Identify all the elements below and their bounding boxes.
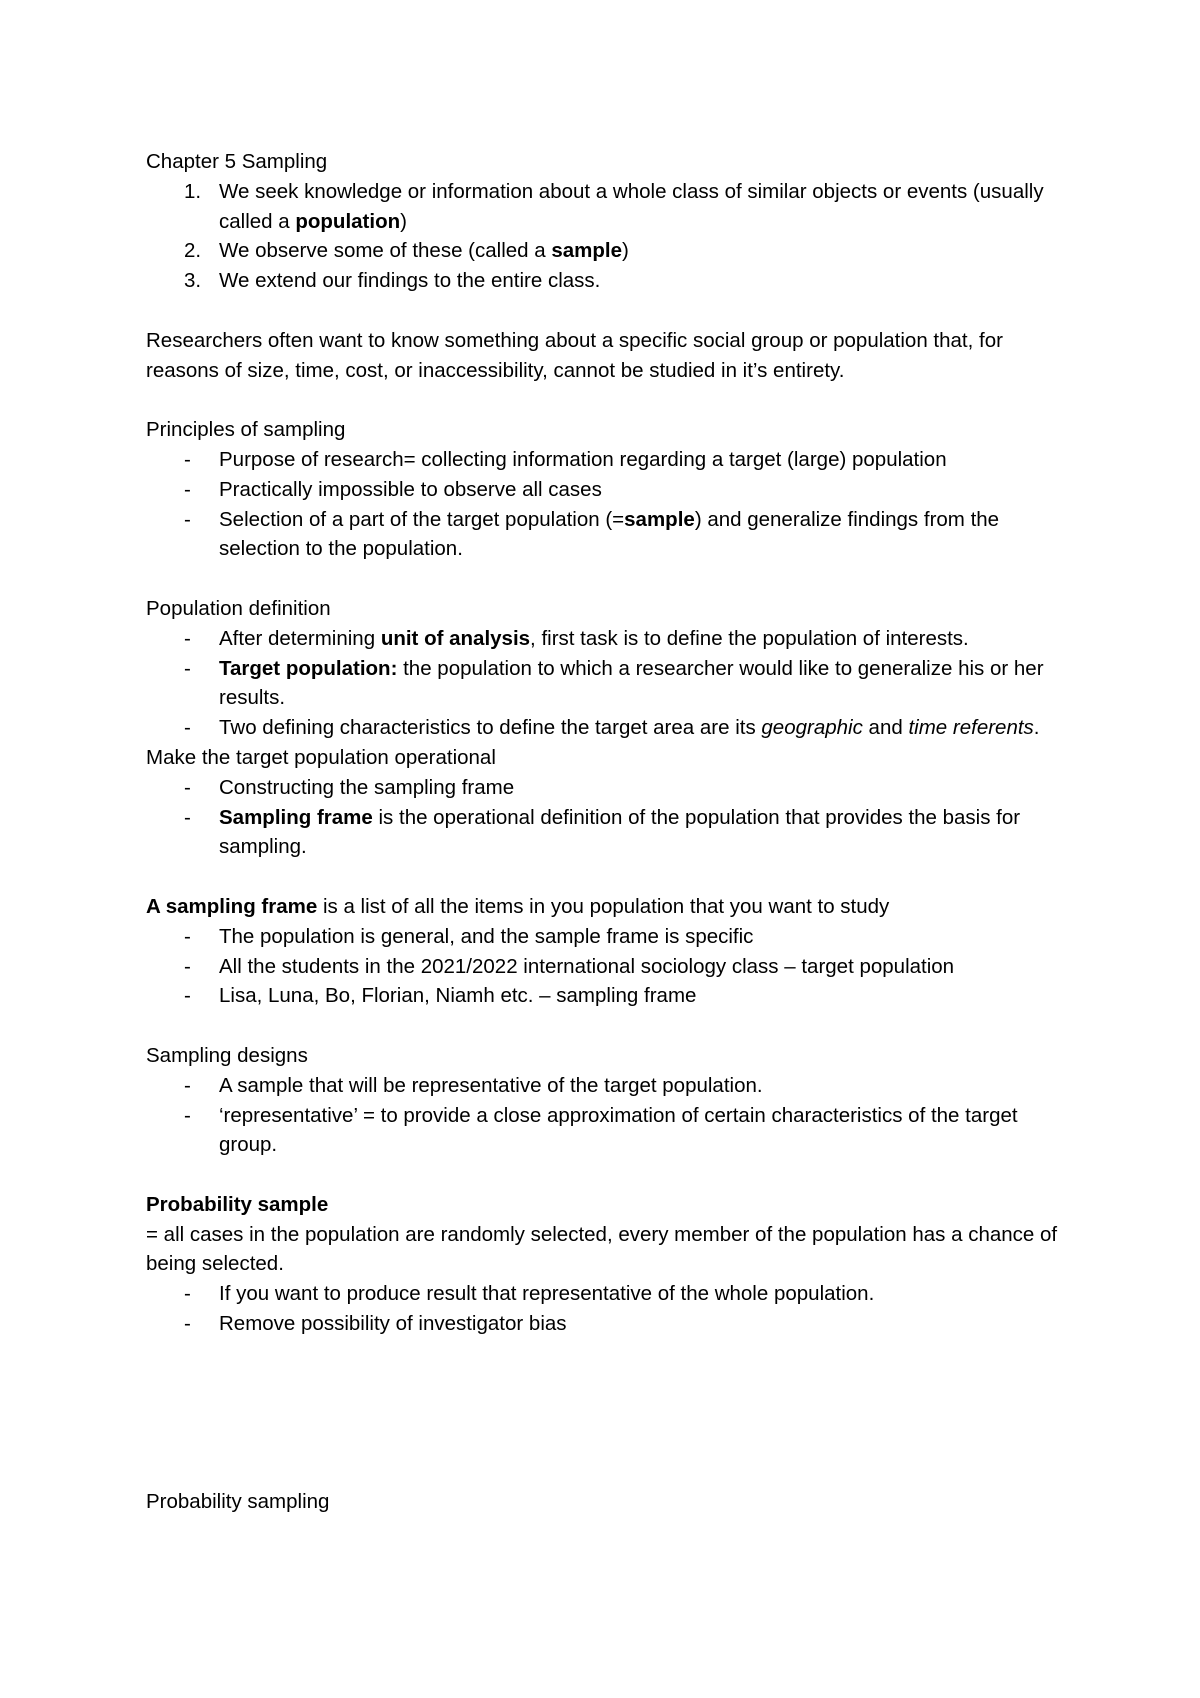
- bullet-item: [146, 773, 1066, 803]
- bullet-item: [146, 713, 1066, 743]
- item-text: The population is general, and the sample frame is specific: [219, 924, 754, 948]
- intro-paragraph: Researchers often want to know something about a specific social group or population that, for reasons of size, time, cost, or inaccessibility, cannot be studied in it’s entirety.: [146, 328, 1003, 382]
- bullet-dash: -: [184, 984, 191, 1008]
- bullet-dash: -: [184, 1073, 191, 1097]
- item-text: Lisa, Luna, Bo, Florian, Niamh etc. – sampling frame: [219, 984, 697, 1008]
- bullet-dash: -: [184, 447, 191, 471]
- list-number: 1.: [184, 179, 202, 203]
- term-a-sampling-frame: A sampling frame: [146, 894, 318, 918]
- section-heading: Make the target population operational: [146, 745, 496, 769]
- term-time-referents: time referents: [908, 716, 1034, 740]
- item-text: and: [862, 716, 909, 740]
- bullet-dash: -: [184, 716, 191, 740]
- numbered-item: [146, 236, 1066, 266]
- numbered-item: [146, 177, 1066, 237]
- bullet-item: [146, 624, 1066, 654]
- bullet-dash: -: [184, 954, 191, 978]
- bullet-dash: -: [184, 626, 191, 650]
- bullet-dash: -: [184, 1282, 191, 1306]
- item-text: is a list of all the items in you population that you want to study: [317, 894, 890, 918]
- bullet-item: [146, 475, 1066, 505]
- item-text: the population to which a researcher would like to generalize his or her results.: [219, 656, 1044, 710]
- bullet-item: [146, 1279, 1066, 1309]
- section-heading-bold: Probability sample: [146, 1192, 329, 1216]
- bullet-dash: -: [184, 507, 191, 531]
- bullet-item: [146, 1071, 1066, 1101]
- item-text: ): [400, 209, 407, 233]
- bullet-dash: -: [184, 924, 191, 948]
- bullet-item: [146, 505, 1066, 565]
- bullet-dash: -: [184, 1312, 191, 1336]
- item-text: ‘representative’ = to provide a close approximation of certain characteristics of the target group.: [219, 1103, 1018, 1157]
- term-sample: sample: [624, 507, 695, 531]
- item-text: We extend our findings to the entire class.: [219, 269, 601, 293]
- bullet-item: [146, 1309, 1066, 1339]
- bullet-dash: -: [184, 656, 191, 680]
- section-heading: Sampling designs: [146, 1043, 308, 1067]
- bullet-item: [146, 654, 1066, 714]
- bullet-item: [146, 981, 1066, 1011]
- item-text: is the operational definition of the population that provides the basis for sampling.: [219, 805, 1021, 859]
- bullet-dash: -: [184, 1103, 191, 1127]
- item-text: Two defining characteristics to define the target area are its: [219, 716, 762, 740]
- frame-lead: [146, 892, 1066, 922]
- list-number: 3.: [184, 269, 202, 293]
- chapter-title: Chapter 5 Sampling: [146, 150, 328, 173]
- term-geographic: geographic: [761, 716, 863, 740]
- item-text: A sample that will be representative of the target population.: [219, 1073, 763, 1097]
- bullet-item: [146, 952, 1066, 982]
- item-text: Remove possibility of investigator bias: [219, 1312, 567, 1336]
- list-number: 2.: [184, 239, 202, 263]
- section-heading: Population definition: [146, 596, 331, 620]
- item-text: If you want to produce result that representative of the whole population.: [219, 1282, 875, 1306]
- item-text: ) and generalize findings from the selection to the population.: [219, 507, 1000, 561]
- document-body: [146, 147, 1066, 1517]
- item-text: .: [1033, 716, 1040, 740]
- item-text: Practically impossible to observe all cases: [219, 477, 602, 501]
- bullet-item: [146, 922, 1066, 952]
- probability-paragraph: = all cases in the population are randomly selected, every member of the population has a chance of being selected.: [146, 1222, 1058, 1276]
- section-heading: Probability sampling: [146, 1489, 330, 1513]
- bullet-dash: -: [184, 775, 191, 799]
- bullet-dash: -: [184, 477, 191, 501]
- item-text: , first task is to define the population of interests.: [530, 626, 969, 650]
- item-text: ): [622, 239, 629, 263]
- item-text: Purpose of research= collecting information regarding a target (large) population: [219, 447, 947, 471]
- term-sample: sample: [551, 239, 623, 263]
- item-text: All the students in the 2021/2022 international sociology class – target population: [219, 954, 955, 978]
- bullet-dash: -: [184, 805, 191, 829]
- section-heading: Principles of sampling: [146, 418, 346, 442]
- term-unit-of-analysis: unit of analysis: [380, 626, 531, 650]
- item-text: We seek knowledge or information about a whole class of similar objects or events (usually called a: [219, 179, 1044, 233]
- item-text: After determining: [219, 626, 381, 650]
- item-text: Constructing the sampling frame: [219, 775, 515, 799]
- term-target-population: Target population:: [219, 656, 398, 680]
- term-sampling-frame: Sampling frame: [219, 805, 373, 829]
- item-text: Selection of a part of the target population (=: [219, 507, 625, 531]
- numbered-item: [146, 266, 1066, 296]
- bullet-item: [146, 445, 1066, 475]
- bullet-item: [146, 803, 1066, 863]
- bullet-item: [146, 1101, 1066, 1161]
- item-text: We observe some of these (called a: [219, 239, 552, 263]
- term-population: population: [295, 209, 401, 233]
